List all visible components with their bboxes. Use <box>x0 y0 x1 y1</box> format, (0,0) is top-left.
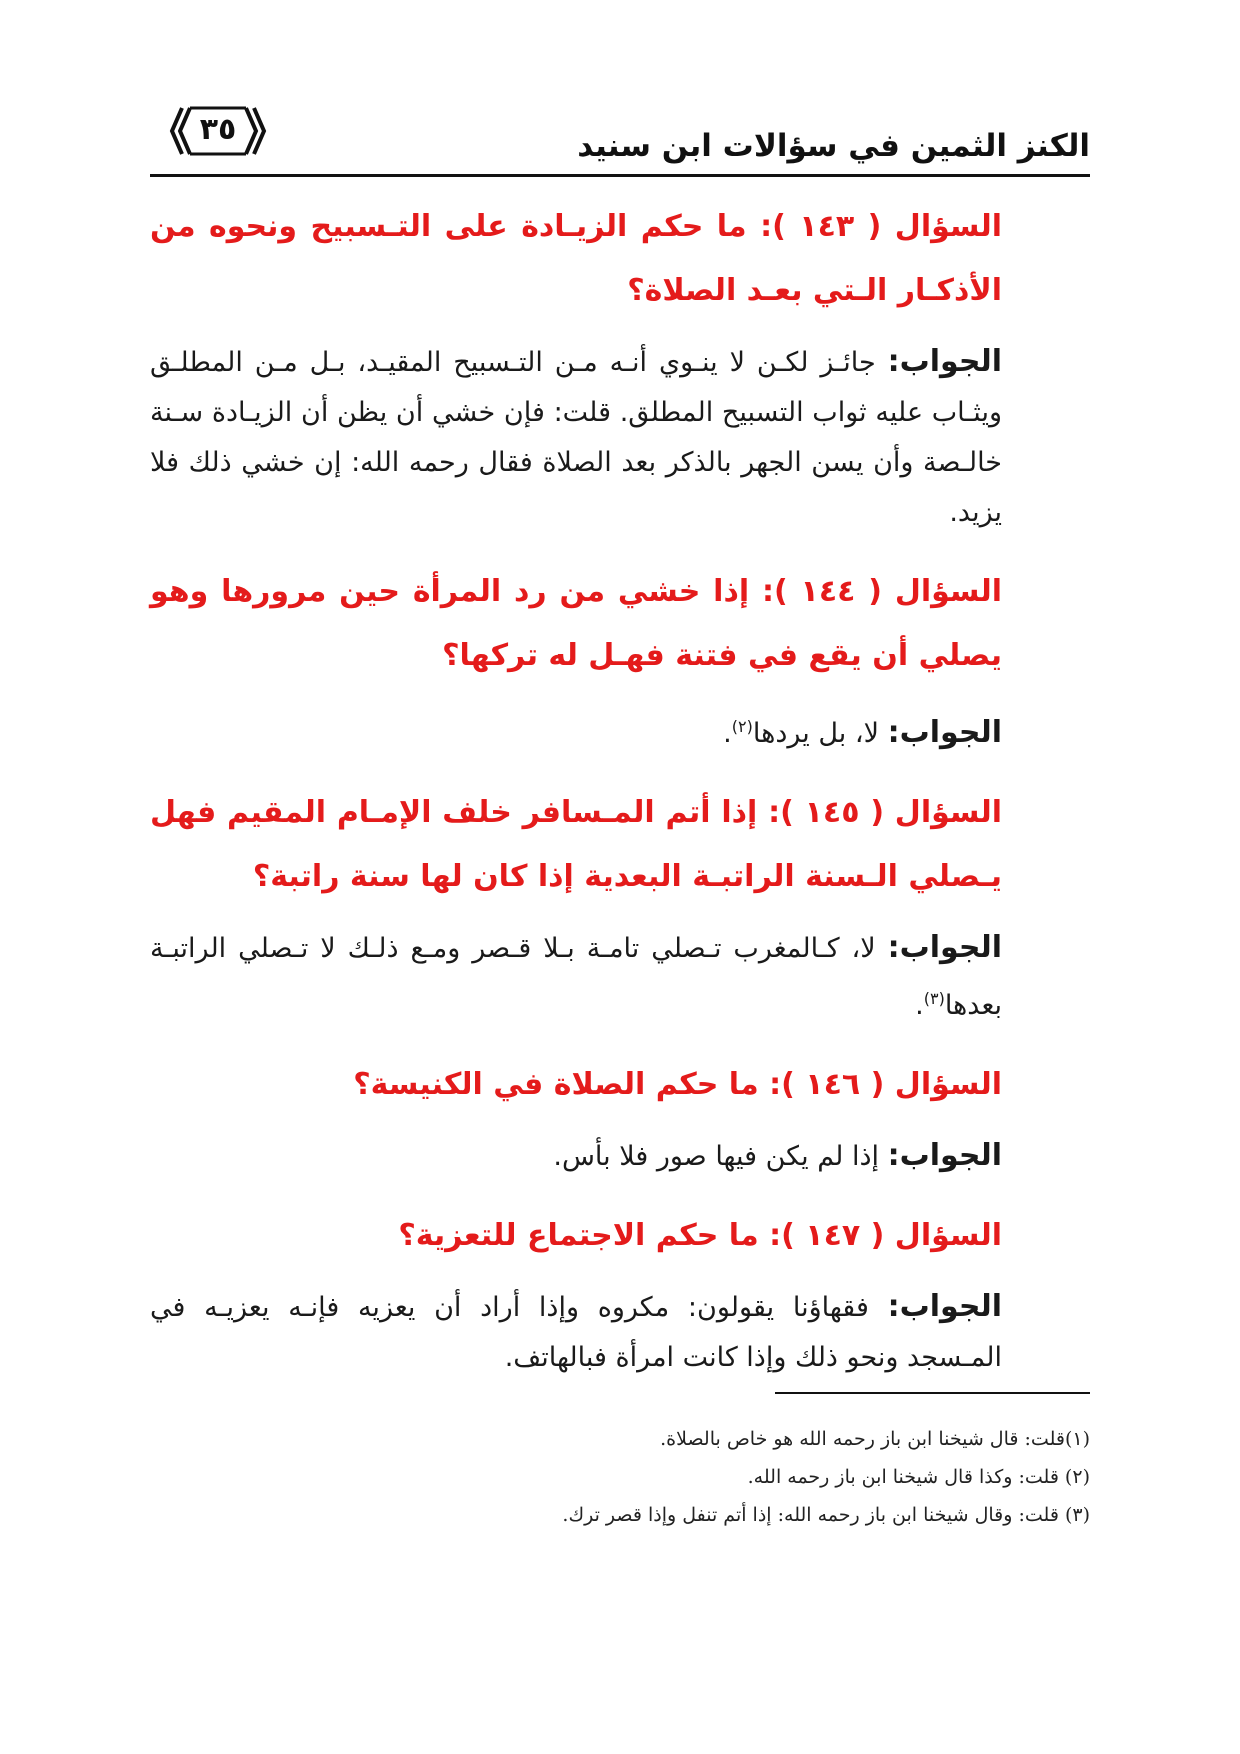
question-text: ما حكم الصلاة في الكنيسة؟ <box>353 1067 759 1102</box>
page-number: ٣٥ <box>199 112 237 147</box>
answer: الجواب: لا، بل يردها$^{(٢)}$. <box>723 715 1002 750</box>
answer-text: لا، بل يردها <box>752 718 879 749</box>
answer <box>150 337 1090 538</box>
qa-block <box>150 781 1090 1031</box>
answer-text: لا، كـالمغرب تـصلي تامـة بـلا قـصر ومـع ذلـك لا تـصلي الراتبـة بعدها <box>150 933 1002 1021</box>
answer-label: الجواب: <box>887 344 1002 379</box>
answer-text: فقهاؤنا يقولون: مكروه وإذا أراد أن يعزيه فإنـه يعزيـه في المـسجد ونحو ذلك وإذا كانت امرأة فبالهاتف. <box>150 1292 1002 1373</box>
question-label: السؤال ( ١٤٣ ): <box>760 209 1003 244</box>
answer-text: إذا لم يكن فيها صور فلا بأس. <box>553 1141 879 1172</box>
question-label: السؤال ( ١٤٦ ): <box>769 1067 1002 1102</box>
footnote-divider <box>775 1392 1090 1394</box>
answer-label: الجواب: <box>887 715 1002 750</box>
answer-label: الجواب: <box>887 1138 1002 1173</box>
main-content <box>150 195 1090 1383</box>
question <box>150 560 1090 688</box>
question <box>150 195 1090 323</box>
question <box>150 1204 1090 1268</box>
question-text: إذا خشي من رد المرأة حين مرورها وهو يصلي أن يقع في فتنة فهـل له تركها؟ <box>150 574 1002 673</box>
footnote: (٣) قلت: وقال شيخنا ابن باز رحمه الله: إذا أتم تنفل وإذا قصر ترك. <box>562 1504 1090 1526</box>
footnote-ref: (٣) <box>923 989 945 1008</box>
answer <box>150 1282 1090 1383</box>
question-label: السؤال ( ١٤٤ ): <box>761 574 1003 609</box>
header-divider <box>150 174 1090 177</box>
footnote: (٢) قلت: وكذا قال شيخنا ابن باز رحمه الله. <box>747 1466 1090 1488</box>
footnotes <box>150 1420 1090 1534</box>
qa-block <box>150 1053 1090 1182</box>
question <box>150 1053 1090 1117</box>
question-text: ما حكم الاجتماع للتعزية؟ <box>398 1218 759 1253</box>
answer-label: الجواب: <box>887 930 1002 965</box>
answer-label: الجواب: <box>887 1289 1002 1324</box>
question-text: ما حكم الزيـادة على التـسبيح ونحوه من الأذكـار الـتي بعـد الصلاة؟ <box>150 209 1002 308</box>
question <box>150 781 1090 909</box>
page-number-badge <box>168 102 268 160</box>
footnote-ref: (٢) <box>731 717 753 736</box>
question-text: إذا أتم المـسافر خلف الإمـام المقيم فهل يـصلي الـسنة الراتبـة البعدية إذا كان لها سنة راتبة؟ <box>150 795 1002 894</box>
answer-text: جائـز لكـن لا ينـوي أنـه مـن التـسبيح المقيـد، بـل مـن المطلـق ويثـاب عليه ثواب التسبيح المطلق. قلت: فإن خشي أن يظن أن الزيـادة سـنة خالـصة وأن يسن الجهر بالذكر بعد الصلاة فقال رحمه الله: إن خشي ذلك فلا يزيد. <box>150 347 1002 528</box>
book-title: الكنز الثمين في سؤالات ابن سنيد <box>577 128 1090 164</box>
qa-block <box>150 195 1090 538</box>
answer <box>150 1131 1090 1182</box>
qa-block <box>150 560 1090 759</box>
page-header <box>150 100 1090 180</box>
question-label: السؤال ( ١٤٧ ): <box>769 1218 1002 1253</box>
question-label: السؤال ( ١٤٥ ): <box>768 795 1003 830</box>
answer: الجواب: لا، كـالمغرب تـصلي تامـة بـلا قـصر ومـع ذلـك لا تـصلي الراتبـة بعدها$^{(٣)}$. <box>150 930 1002 1021</box>
footnote: (١)قلت: قال شيخنا ابن باز رحمه الله هو خاص بالصلاة. <box>660 1428 1090 1450</box>
qa-block <box>150 1204 1090 1383</box>
